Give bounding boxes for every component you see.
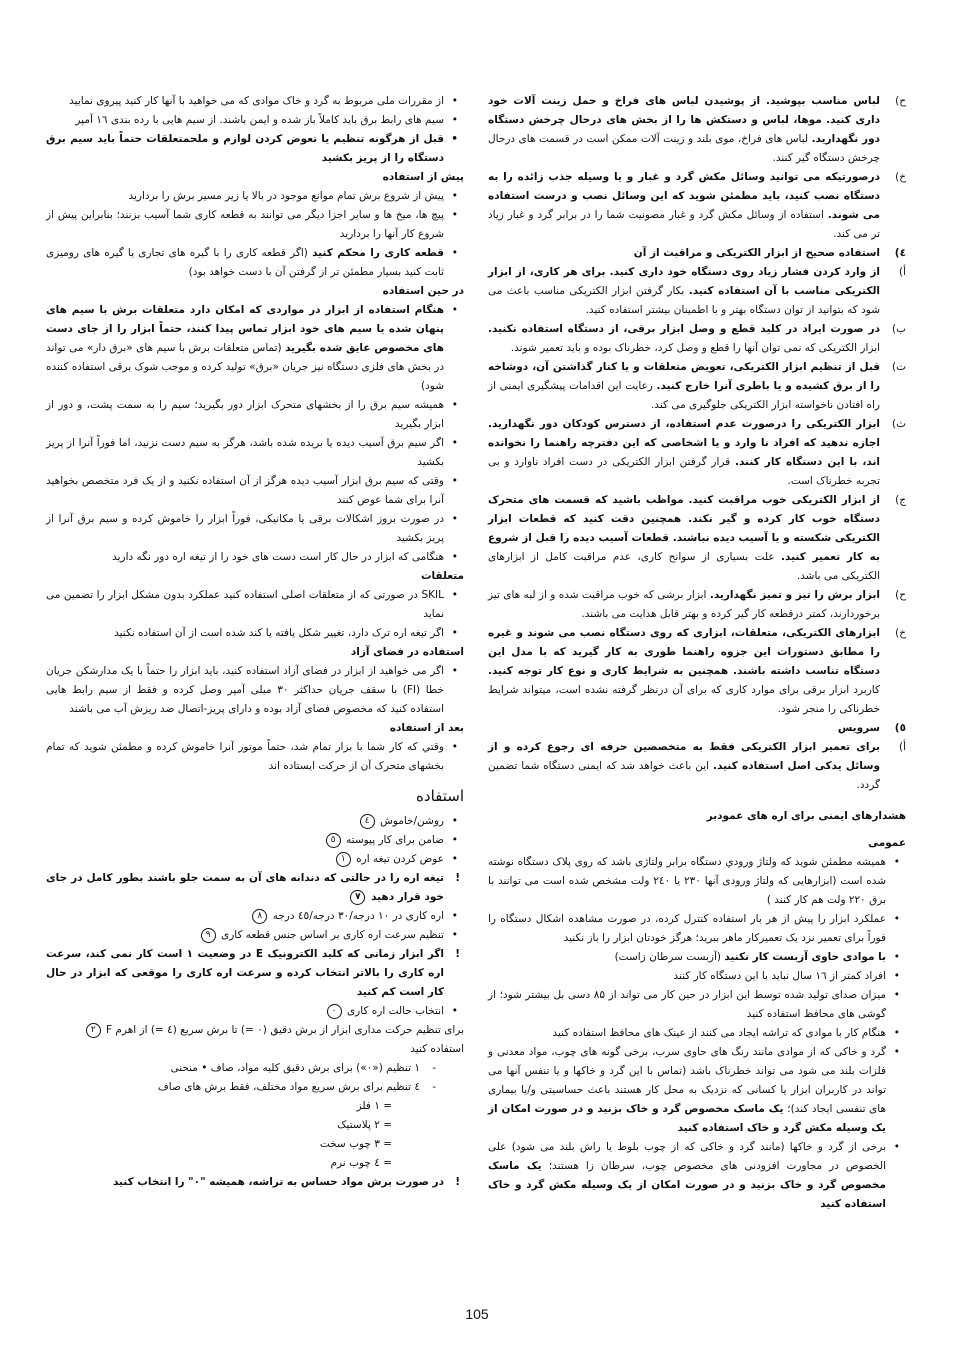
list-item: ت) قبل از تنظيم ابزار الکتريکی، تعويض متعلقات و يا کنار گذاشتن آن، دوشاخه را از برق کشيده و يا باطری آنرا خارج کنيد. رعايت اين اقدامات پيشگيری ايمنی از راه افتادن ناخواسته ابزار الکتريکی جلوگيری می کند. — [488, 361, 906, 411]
bullet-item: • ضامن برای کار پيوسته ٥ — [46, 831, 464, 850]
section-heading: ٥) سرويس — [837, 722, 906, 734]
list-item: ب) در صورت ايراد در کليد قطع و وصل ابزار برقی، از دستگاه استفاده نکنيد. ابزار الکتريکی که نمی توان آنها را قطع و وصل کرد، خطرناک بوده و بايد تعمير شوند. — [488, 323, 906, 354]
bullet-item: • هنگامی که ابزار در حال کار است دست های خود را از تيغه اره دور نگه داريد — [46, 548, 464, 567]
bullet-item: • قطعه کاری را محکم کنيد (اگر قطعه کاری را با گيره های تجاری يا گيره های روميزی ثابت کنيد بسيار مطمئن تر از گرفتن آن با دست خواهد بود) — [46, 244, 464, 282]
right-column — [488, 92, 906, 1214]
sub-item: = ٢ پلاستيک — [337, 1119, 392, 1131]
warning-icon: ! — [455, 948, 460, 960]
bullet-item: • افراد کمتر از ١٦ سال نبايد با اين دستگاه کار کنند — [488, 967, 906, 986]
bullet-item: • با موادی حاوی آزبست کار نکنيد (آزبست سرطان زاست) — [488, 948, 906, 967]
bullet-item: • عملکرد ابزار را پيش از هر بار استفاده کنترل کرده، در صورت مشاهده اشکال دستگاه را فوراً برای تعمير نزد يک تعميرکار ماهر ببريد؛ هرگز خودتان ابزار را باز نکنيد — [488, 910, 906, 948]
list-item: ح) لباس مناسب بپوشيد. از پوشيدن لباس های فراخ و حمل زينت آلات خود داری کنيد. موها، لباس و دستکش ها را از بخش های درحال چرخش دستگاه دور نگهداريد. لباس های فراخ، موی بلند و زينت آلات ممکن است در قسمت های درحال چرخش دستگاه گير کنند. — [488, 95, 906, 164]
bullet-item: • وقتی که سيم برق ابزار آسيب ديده هرگز از آن استفاده نکنيد و از يک فرد متخصص بخواهيد آنرا برای شما عوض کنند — [46, 472, 464, 510]
sub-item: = ۳ چوب سخت — [319, 1138, 392, 1150]
figure-ref-number: ٧ — [350, 890, 365, 905]
figure-ref-number: ٩ — [201, 928, 216, 943]
during-use-heading: در حين استفاده — [382, 285, 464, 297]
bullet-item: • هميشه مطمئن شويد که ولتاژ ورودي دستگاه برابر ولتاژی باشد که روی پلاک دستگاه نوشته شده است (ابزارهايی که ولتاژ ورودی آنها ۲۳۰ يا ۲٤۰ ولت مشخص شده است می توانند با برق ۲۲۰ ولت هم کار کنند ) — [488, 853, 906, 910]
figure-ref-number: ٨ — [252, 909, 267, 924]
bullet-item: • روشن/خاموش ٤ — [46, 812, 464, 831]
bullet-item: • SKIL در صورتی که از متعلقات اصلی استفاده کنيد عملکرد بدون مشکل ابزار را تضمين می نمايد — [46, 586, 464, 624]
page-number: 105 — [465, 1306, 489, 1322]
figure-ref-number: ١ — [336, 852, 351, 867]
bullet-item: • سيم های رابط برق بايد کاملاً باز شده و ايمن باشند. از سيم هايی با رده بندی ١٦ آمپر — [46, 111, 464, 130]
figure-ref-number: ٤ — [360, 814, 375, 829]
paragraph: برای تنظيم حرکت مداری ابزار از برش دقيق (٠ =) تا برش سريع (٤ =) از اهرم F ٢ استفاده کنيد — [46, 1021, 464, 1059]
safety-heading: هشدارهای ايمنی برای اره های عمودبر — [706, 810, 906, 822]
warning-item: ! در صورت برش مواد حساس به تراشه، هميشه "٠" را انتخاب کنيد — [46, 1173, 464, 1192]
figure-ref-number: ٠ — [327, 1004, 342, 1019]
sub-item: = ٤ چوب نرم — [330, 1157, 392, 1169]
bullet-item: • عوض کردن تيغه اره ١ — [46, 850, 464, 869]
warning-item: ! اگر ابزار زمانی که کليد الکترونيک E در وضعيت ١ است کار نمی کند، سرعت اره کاری را بالاتر انتخاب کرده و سرعت اره کاری را موقعی که ابزار در حال کار است کم کنيد — [46, 945, 464, 1002]
section-heading: ٤) استفاده صحيح از ابزار الکتريکی و مراقبت از آن — [633, 247, 906, 259]
bullet-item: • برخی از گرد و خاکها (مانند گرد و خاکی که از چوب بلوط يا راش بلند می شود) علی الخصوص در مجاورت افزودنی های مخصوص چوب، سرطان زا هستند؛ يک ماسک مخصوص گرد و خاک بزنيد و در صورت امکان از يک وسيله مکش گرد و خاک استفاده کنيد — [488, 1138, 906, 1214]
bullet-item: • پيچ ها، ميخ ها و ساير اجزا ديگر می توانند به قطعه کاری شما آسيب بزنند؛ بنابراين پيش از شروع کار آنها را برداريد — [46, 206, 464, 244]
bullet-item: • گرد و خاکی که از موادی مانند رنگ های حاوی سرب، برخی گونه های چوب، مواد معدنی و فلزات بلند می شود می تواند خطرناک باشد (تماس با اين گرد و خاکها و يا تنفس آنها می تواند در کاربران ابزار يا کسانی که نزديک به محل کار هستند باعث حساسيتی و/يا بيماری های تنفسی ايجاد کند)؛ يک ماسک مخصوص گرد و خاک بزنيد و در صورت امکان از يک وسيله مکش گرد و خاک استفاده کنيد — [488, 1043, 906, 1138]
accessories-heading: متعلقات — [420, 570, 464, 582]
bullet-item: • اره کاری در ١٠ درجه/۳۰ درجه/٤٥ درجه ٨ — [46, 907, 464, 926]
left-column — [46, 92, 464, 1192]
warning-icon: ! — [455, 872, 460, 884]
sub-item: - ١ تنظيم («٠») برای برش دقيق کليه مواد، صاف • منحنی — [170, 1062, 436, 1074]
bullet-item: • پيش از شروع برش تمام موانع موجود در بالا يا زير مسير برش را برداريد — [46, 187, 464, 206]
general-heading: عمومی — [868, 837, 906, 849]
outdoor-use-heading: استفاده در فضای آزاد — [350, 646, 464, 658]
bullet-item: • هنگام استفاده از ابزار در مواردی که امکان دارد متعلقات برش با سيم های پنهان شده يا سيم های خود ابزار تماس پيدا کنند، حتماً ابزار را از جای دست های مخصوص عايق شده بگيريد (تماس متعلقات برش با سيم های «برق دار» می تواند در بخش های فلزی دستگاه نيز جريان «برق» توليد کرده و موجب شوک برقی استفاده کننده شود) — [46, 301, 464, 396]
sub-item: - ٤ تنظيم برای برش سريع مواد مختلف، فقط برش های صاف — [157, 1081, 436, 1093]
bullet-item: • از مقررات ملی مربوط به گرد و خاک موادی که می خواهيد با آنها کار کنيد پيروی نماييد — [46, 92, 464, 111]
bullet-item: • اگر تيغه اره ترک دارد، تغيير شکل يافته يا کند شده است از آن استفاده نکنيد — [46, 624, 464, 643]
after-use-heading: بعد از استفاده — [389, 722, 464, 734]
figure-ref-number: ٥ — [326, 833, 341, 848]
bullet-item: • اگر سيم برق آسيب ديده يا بريده شده باشد، هرگز به سيم دست نزنيد، اما فوراً آنرا از پريز بکشيد — [46, 434, 464, 472]
bullet-item: • وقتي که کار شما با بزار تمام شد، حتماً موتور آنرا خاموش کرده و مطمئن شويد که تمام بخشهای متحرک آن از حرکت ايستاده اند — [46, 738, 464, 776]
list-item: ج) از ابزار الکتريکی خوب مراقبت کنيد. مواظب باشيد که قسمت های متحرک دستگاه خوب کار کرده و گير نکند. همچنين دقت کنيد که قطعات ابزار الکتريکی شکسته و يا آسيب ديده نباشند. قطعات آسيب ديده را قبل از شروع به کار تعمير کنيد. علت بسياری از سوانح کاری، عدم مراقبت کامل از ابزارهای الکتريکی می باشد. — [488, 494, 906, 582]
sub-item: = ١ فلز — [356, 1100, 392, 1112]
list-item: خ) درصورتيکه می توانيد وسائل مکش گرد و غبار و يا وسيله جذب زائده را به دستگاه نصب کنيد، بايد مطمئن شويد که اين وسائل نصب و درست استفاده می شوند. استفاده از وسائل مکش گرد و غبار مصونيت شما را در برابر گرد و غبار زياد تر می کند. — [488, 171, 906, 240]
bullet-item: • قبل از هرگونه تنظيم يا تعوض کردن لوازم و ملحمتعلقات حتماً بايد سيم برق دستگاه را از پريز بکشيد — [46, 130, 464, 168]
bullet-item: • تنظيم سرعت اره کاری بر اساس جنس قطعه کاری ٩ — [46, 926, 464, 945]
bullet-item: • هميشه سيم برق را از بخشهای متحرک ابزار دور بگيريد؛ سيم را به سمت پشت، و دور از ابزار بگيريد — [46, 396, 464, 434]
figure-ref-number: ٢ — [86, 1023, 101, 1038]
list-item: خ) ابزارهای الکتريکی، متعلقات، ابزاری که روی دستگاه نصب می شوند و غيره را مطابق دستورات اين جزوه راهنما طوری به کار گيريد که با مدل اين دستگاه تناسب داشته باشند. همچنين به شرايط کاری و نوع کار توجه کنيد. کاربرد ابزار برقی برای موارد کاری که برای آن درنظر گرفته نشده است، ميتواند شرايط خطرناکی را منجر شود. — [488, 627, 906, 715]
warning-icon: ! — [455, 1176, 460, 1188]
before-use-heading: پيش از استفاده — [382, 171, 464, 183]
list-item: ح) ابزار برش را تيز و تميز نگهداريد. ابزار برشی که خوب مراقبت شده و از لبه های تيز برخوردارند، کمتر درقطعه کار گير کرده و بهتر قابل هدايت می باشند. — [488, 589, 906, 620]
bullet-item: • هنگام کار با موادی که تراشه ايجاد می کنند از عينک های محافظ استفاده کنيد — [488, 1024, 906, 1043]
list-item: ث) ابزار الکتريکی را درصورت عدم استفاده، از دسترس کودکان دور نگهداريد. اجازه ندهيد که افراد نا وارد و يا اشخاصی که اين دفترچه راهنما را نخوانده اند، با اين دستگاه کار کنند. قرار گرفتن ابزار الکتريکی در دست افراد ناوارد و بی تجربه خطرناک است. — [488, 418, 906, 487]
usage-title: استفاده — [416, 787, 464, 805]
bullet-item: • اگر می خواهيد از ابزار در فضای آزاد استفاده کنيد، بايد ابزار را حتماً با يک مدارشکن جريان خطا (FI) با سقف جريان حداکثر ۳۰ ميلی آمپر وصل کرده و فقط از سيم رابط هايی استفاده کنيد که مخصوص فضای آزاد بوده و دارای پريز-اتصال ضد ريزش آب می باشند — [46, 662, 464, 719]
list-item: أ) برای تعمير ابزار الکتريکی فقط به متخصصين حرفه ای رجوع کرده و از وسائل يدکی اصل استفاده کنيد. اين باعث خواهد شد که ايمنی دستگاه شما تضمين گردد. — [488, 741, 906, 791]
bullet-item: • در صورت بروز اشکالات برقی يا مکانيکی، فوراً ابزار را خاموش کرده و سيم برق آنرا از پريز بکشيد — [46, 510, 464, 548]
warning-item: ! تيغه اره را در حالتی که دندانه های آن به سمت جلو باشند بطور کامل در جای خود قرار دهيد ٧ — [46, 869, 464, 907]
list-item: أ) از وارد کردن فشار زياد روی دستگاه خود داری کنيد. برای هر کاری، از ابزار الکتريکی مناسب با آن استفاده کنيد. بکار گرفتن ابزار الکتريکی مناسب باعث می شود که بتوانيد از توان دستگاه بهتر و با اطمينان بيشتر استفاده کنيد. — [488, 266, 906, 316]
bullet-item: • ميزان صدای توليد شده توسط اين ابزار در حين کار می تواند از ۸۵ دسی بل بيشتر شود؛ از گوشی های محافظ استفاده کنيد — [488, 986, 906, 1024]
bullet-item: • انتخاب حالت اره کاری ٠ — [46, 1002, 464, 1021]
